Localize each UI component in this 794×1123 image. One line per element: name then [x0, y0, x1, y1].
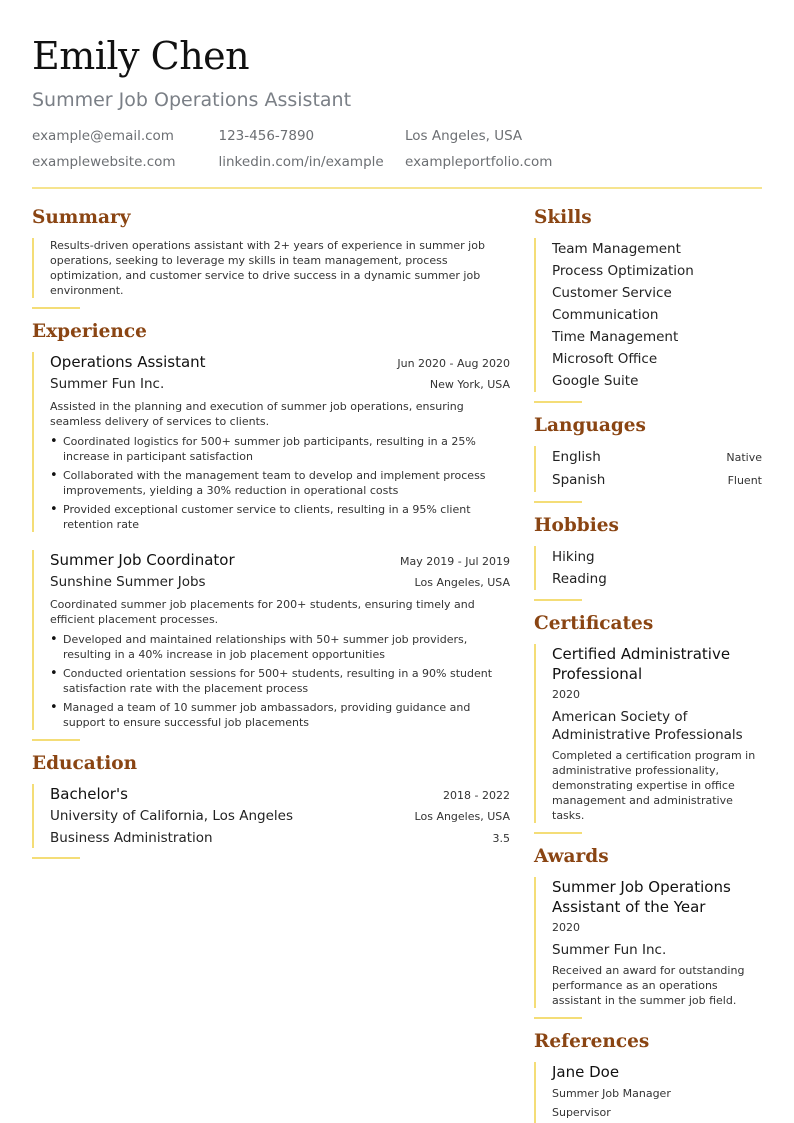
contact-location: Los Angeles, USA [405, 128, 523, 144]
job-company: Sunshine Summer Jobs [50, 574, 206, 590]
section-divider [534, 401, 582, 403]
education-dates: 2018 - 2022 [443, 789, 510, 802]
certificate-description: Completed a certification program in administrative professionality, demonstrating expertise in office management and administrative tasks. [552, 749, 756, 822]
summary-text: Results-driven operations assistant with 2+ years of experience in summer job operations, seeking to leverage my skills in team management, process optimization, and customer service to drive success in a dynamic summer job environment. [50, 239, 485, 297]
reference-name: Jane Doe [552, 1063, 620, 1081]
hobby-item: Reading [552, 571, 607, 587]
job-entry [32, 550, 510, 730]
job-bullets [50, 632, 510, 730]
contact-phone: 123-456-7890 [218, 128, 315, 144]
award-description: Received an award for outstanding performance as an operations assistant in the summer job field. [552, 964, 745, 1007]
language-item [552, 446, 762, 469]
experience-section [32, 319, 510, 741]
job-role: Operations Assistant [50, 353, 206, 371]
section-heading: References [534, 1031, 650, 1052]
language-level: Fluent [727, 474, 762, 487]
section-heading: Awards [534, 846, 609, 867]
section-body [534, 877, 762, 1008]
section-heading: Summary [32, 207, 131, 228]
section-divider [32, 857, 80, 859]
contact-portfolio: exampleportfolio.com [405, 154, 553, 170]
list-item: • Coordinated logistics for 500+ summer job participants, resulting in a 25% increase in participant satisfaction [50, 434, 510, 464]
section-divider [534, 832, 582, 834]
main-column [32, 205, 510, 869]
education-degree: Bachelor's [50, 785, 128, 803]
section-body [534, 546, 762, 590]
certificate-issuer: American Society of Administrative Professionals [552, 709, 743, 743]
section-heading: Education [32, 753, 138, 774]
section-body [534, 446, 762, 492]
job-company: Summer Fun Inc. [50, 376, 165, 392]
award-title: Summer Job Operations Assistant of the Year [552, 878, 731, 916]
hobby-item: Hiking [552, 549, 595, 565]
award-issuer: Summer Fun Inc. [552, 942, 667, 958]
section-body [534, 238, 762, 392]
contact-linkedin: linkedin.com/in/example [218, 154, 384, 170]
language-item [552, 469, 762, 492]
job-description: Coordinated summer job placements for 200+ students, ensuring timely and efficient placement processes. [50, 598, 475, 626]
references-section [534, 1029, 762, 1123]
section-body [534, 1062, 762, 1123]
section-divider [32, 307, 80, 309]
sidebar-column [534, 205, 762, 1123]
education-gpa: 3.5 [492, 832, 510, 845]
education-school: University of California, Los Angeles [50, 808, 294, 824]
skill-item: Process Optimization [552, 263, 694, 279]
languages-section [534, 413, 762, 503]
education-section [32, 751, 510, 859]
section-heading: Experience [32, 321, 147, 342]
section-body [32, 238, 510, 298]
skill-item: Team Management [552, 241, 681, 257]
section-body [32, 784, 510, 848]
job-role: Summer Job Coordinator [50, 551, 235, 569]
section-heading: Skills [534, 207, 592, 228]
section-divider [534, 1017, 582, 1019]
section-heading: Languages [534, 415, 646, 436]
certificate-title: Certified Administrative Professional [552, 645, 731, 683]
reference-position: Summer Job Manager [552, 1087, 671, 1100]
list-item: • Developed and maintained relationships with 50+ summer job providers, resulting in a 40% increase in job placement opportunities [50, 632, 510, 662]
candidate-title: Summer Job Operations Assistant [32, 89, 352, 111]
section-heading: Certificates [534, 613, 654, 634]
education-location: Los Angeles, USA [414, 810, 510, 823]
job-dates: May 2019 - Jul 2019 [400, 555, 510, 568]
header-divider [32, 187, 762, 189]
skills-section [534, 205, 762, 403]
skill-item: Communication [552, 307, 659, 323]
language-name: Spanish [552, 472, 606, 488]
skill-item: Time Management [552, 329, 679, 345]
job-bullets [50, 434, 510, 532]
language-level: Native [726, 451, 762, 464]
skill-item: Customer Service [552, 285, 672, 301]
education-field: Business Administration [50, 830, 213, 846]
certificate-year: 2020 [552, 688, 580, 701]
list-item: • Managed a team of 10 summer job ambassadors, providing guidance and support to ensure successful job placements [50, 700, 510, 730]
section-divider [534, 599, 582, 601]
section-divider [534, 501, 582, 503]
contact-email: example@email.com [32, 128, 174, 144]
section-body [534, 644, 762, 823]
job-location: Los Angeles, USA [414, 576, 510, 589]
reference-relation: Supervisor [552, 1106, 611, 1119]
job-location: New York, USA [429, 378, 510, 391]
list-item: • Conducted orientation sessions for 500+ students, resulting in a 90% student satisfaction rate with the placement process [50, 666, 510, 696]
summary-section [32, 205, 510, 309]
candidate-name: Emily Chen [32, 34, 250, 78]
skill-item: Google Suite [552, 373, 639, 389]
list-item: • Collaborated with the management team to develop and implement process improvements, yielding a 30% reduction in operational costs [50, 468, 510, 498]
contact-list [32, 127, 772, 171]
hobbies-section [534, 513, 762, 601]
certificates-section [534, 611, 762, 834]
list-item: • Provided exceptional customer service to clients, resulting in a 95% client retention rate [50, 502, 510, 532]
contact-website: examplewebsite.com [32, 154, 176, 170]
section-heading: Hobbies [534, 515, 619, 536]
award-year: 2020 [552, 921, 580, 934]
job-entry [32, 352, 510, 532]
job-description: Assisted in the planning and execution of summer job operations, ensuring seamless delivery of services to clients. [50, 400, 464, 428]
awards-section [534, 844, 762, 1019]
language-name: English [552, 449, 601, 465]
skill-item: Microsoft Office [552, 351, 658, 367]
job-dates: Jun 2020 - Aug 2020 [397, 357, 510, 370]
section-divider [32, 739, 80, 741]
